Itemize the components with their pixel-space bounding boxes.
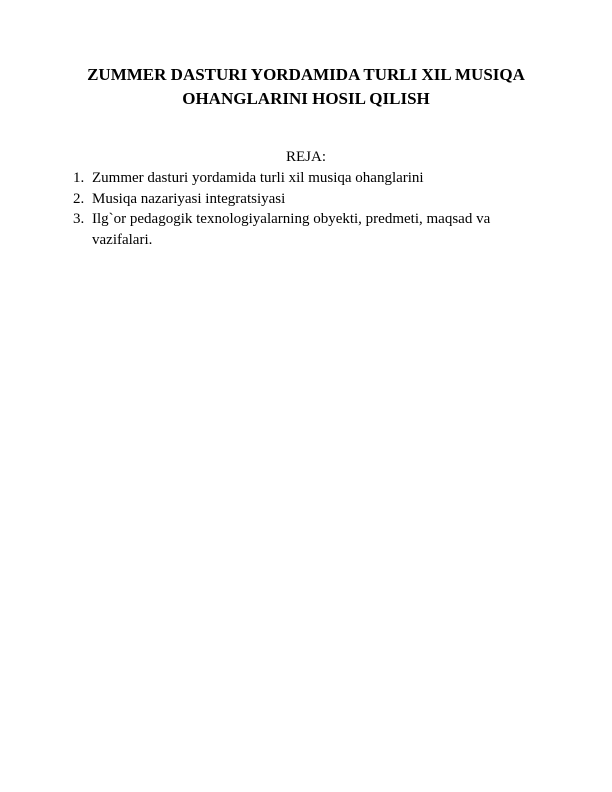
plan-item-text: Ilg`or pedagogik texnologiyalarning obyekti, predmeti, maqsad va vazifalari. [92,211,491,248]
document-title [60,63,552,111]
document-title-line: ZUMMER DASTURI YORDAMIDA TURLI XIL MUSIQA [87,65,525,84]
document-title-line: OHANGLARINI HOSIL QILISH [182,89,430,108]
plan-item-number: 2. [73,190,85,207]
plan-item [73,168,553,189]
plan-list [73,168,553,250]
plan-item-text: Zummer dasturi yordamida turli xil musiqa ohanglarini [92,170,424,186]
plan-item-number: 1. [73,170,85,186]
plan-heading: REJA: [285,149,326,165]
plan-item-number: 3. [73,211,85,227]
plan-item-text: Musiqa nazariyasi integratsiyasi [92,190,286,207]
plan-item [73,209,553,250]
plan-item [73,189,553,210]
